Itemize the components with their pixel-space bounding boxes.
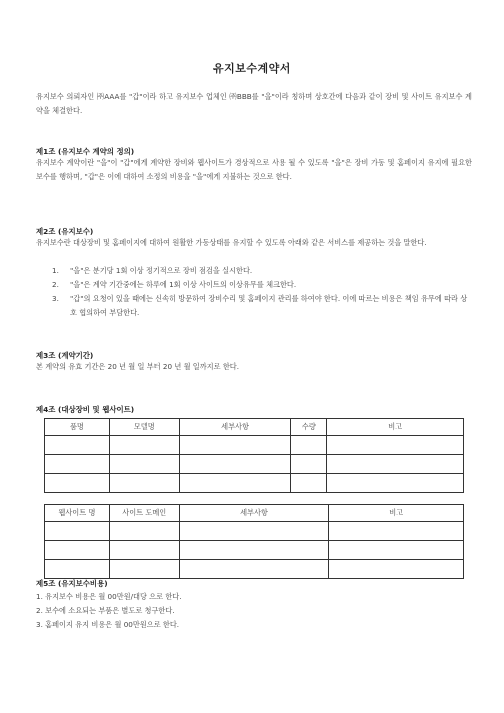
column-header: 세부사항 xyxy=(179,505,329,522)
table-row xyxy=(45,541,464,560)
table-header-row xyxy=(45,419,464,436)
column-header: 사이트 도메인 xyxy=(109,505,179,522)
list-item: 1. "을"은 분기당 1회 이상 정기적으로 장비 점검을 실시한다. xyxy=(52,266,253,275)
article5-item-1: 1. 유지보수 비용은 월 00만원/대당 으로 한다. xyxy=(36,592,182,601)
table-row xyxy=(45,560,464,579)
table-row xyxy=(45,436,464,455)
column-header: 수량 xyxy=(291,419,327,436)
article3-body: 본 계약의 유효 기간은 20 년 월 일 부터 20 년 월 일까지로 한다. xyxy=(36,362,240,371)
intro-paragraph: 유지보수 의뢰자인 ㈜AAA를 "갑"이라 하고 유지보수 업체인 ㈜BBB를 "을"이라 칭하며 상호간에 다음과 같이 장비 및 사이트 유지보수 계약을 체결한다. xyxy=(36,92,472,115)
article2-list xyxy=(52,264,472,320)
equipment-table xyxy=(44,418,464,493)
article5-item-2: 2. 보수에 소요되는 부품은 별도로 청구한다. xyxy=(36,606,175,615)
article5-heading: 제5조 (유지보수비용) xyxy=(36,579,108,588)
column-header: 비고 xyxy=(329,505,464,522)
table-row xyxy=(45,522,464,541)
list-item: 3. "갑"의 요청이 있을 때에는 신속히 방문하여 장비수리 및 홈페이지 관리를 하여야 한다. 이에 따르는 비용은 책임 유무에 따라 상호 협의하여 부담한다. xyxy=(52,294,468,317)
article1-heading: 제1조 (유지보수 계약의 정의) xyxy=(36,147,135,156)
table-row xyxy=(45,474,464,493)
article2-heading: 제2조 (유지보수) xyxy=(36,227,94,236)
article2-body: 유지보수란 대상장비 및 홈페이지에 대하여 원활한 가동상태를 유지할 수 있도록 아래와 같은 서비스를 제공하는 것을 말한다. xyxy=(36,238,427,247)
document-title: 유지보수계약서 xyxy=(213,62,291,75)
column-header: 품명 xyxy=(45,419,110,436)
article3-heading: 제3조 (계약기간) xyxy=(36,351,94,360)
list-item: 2. "을"은 계약 기간중에는 하루에 1회 이상 사이트의 이상유무를 체크한다. xyxy=(52,280,297,289)
article1-body: 유지보수 계약이란 "을"이 "갑"에게 계약한 장비와 웹사이트가 경상적으로 사용 될 수 있도록 "을"은 장비 가동 및 홈페이지 유지에 필요한 보수를 행하며, "갑"은 이에 대하여 소정의 비용을 "을"에게 지불하는 것으로 한다. xyxy=(36,158,472,181)
table-row xyxy=(45,455,464,474)
column-header: 웹사이트 명 xyxy=(45,505,110,522)
column-header: 세부사항 xyxy=(179,419,291,436)
article5-item-3: 3. 홈페이지 유지 비용은 월 00만원으로 한다. xyxy=(36,620,180,629)
column-header: 비고 xyxy=(327,419,464,436)
article4-heading: 제4조 (대상장비 및 웹사이트) xyxy=(36,405,135,414)
website-table xyxy=(44,504,464,579)
table-header-row xyxy=(45,505,464,522)
column-header: 모델명 xyxy=(109,419,179,436)
